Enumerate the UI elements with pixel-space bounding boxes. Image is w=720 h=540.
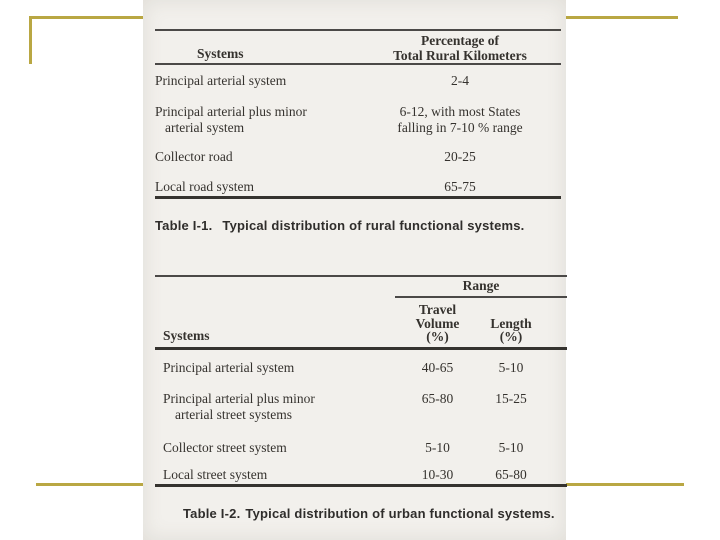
table2-header-systems: Systems [163, 327, 210, 343]
table2-subheader-row [155, 298, 567, 347]
travel-volume-cell: 10-30 [421, 466, 454, 482]
table-row [155, 350, 567, 383]
value-cell: 20-25 [444, 149, 476, 164]
travel-volume-cell: 65-80 [421, 390, 454, 406]
value-cell: 2-4 [451, 73, 469, 88]
table1-caption-label: Table I-1. [155, 218, 213, 233]
system-label: Local road system [155, 179, 254, 194]
table1-header-row [155, 31, 561, 63]
length-cell: 65-80 [495, 466, 527, 482]
scanned-tables-image [143, 0, 566, 540]
table-row [155, 98, 561, 144]
table2-caption [183, 506, 555, 521]
table-row [155, 383, 567, 429]
value-cell: 65-75 [444, 179, 476, 194]
table1-header-value-line2: Total Rural Kilometers [393, 47, 527, 63]
system-label: Principal arterial plus minor arterial system [155, 104, 307, 135]
system-label: Collector road [155, 149, 233, 164]
table2-header-range: Range [395, 277, 567, 298]
table2-caption-text: Typical distribution of urban functional systems. [245, 506, 555, 521]
rural-systems-table [155, 29, 561, 199]
value-cell: 6-12, with most States falling in 7-10 % range [397, 104, 523, 135]
table1-caption [155, 218, 525, 233]
left-accent-line [29, 16, 32, 64]
table2-header-length: Length (%) [490, 315, 532, 344]
system-label: Local street system [163, 466, 268, 482]
length-cell: 15-25 [495, 390, 527, 406]
urban-systems-table [155, 275, 567, 487]
table-row [155, 174, 561, 196]
range-spacer [155, 277, 395, 298]
table2-range-row [155, 277, 567, 298]
table2-caption-label: Table I-2. [183, 506, 241, 521]
travel-volume-cell: 5-10 [425, 439, 450, 455]
system-label: Principal arterial plus minor arterial street systems [163, 390, 315, 422]
table-row [155, 429, 567, 460]
system-label: Principal arterial system [155, 73, 287, 88]
table2-bottom-rule [155, 484, 567, 487]
table-row [155, 65, 561, 98]
table-row [155, 460, 567, 484]
table1-header-systems: Systems [197, 46, 244, 61]
table1-header-value-line1: Percentage of [420, 33, 500, 48]
table1-bottom-rule [155, 196, 561, 199]
length-cell: 5-10 [498, 359, 524, 375]
table1-header-value [359, 31, 561, 63]
table-row [155, 144, 561, 174]
system-label: Collector street system [163, 439, 287, 455]
table2-header-travel-volume: Travel Volume (%) [415, 302, 460, 344]
system-label: Principal arterial system [163, 359, 295, 375]
travel-volume-cell: 40-65 [421, 359, 454, 375]
table1-caption-text: Typical distribution of rural functional systems. [222, 218, 525, 233]
length-cell: 5-10 [498, 439, 524, 455]
